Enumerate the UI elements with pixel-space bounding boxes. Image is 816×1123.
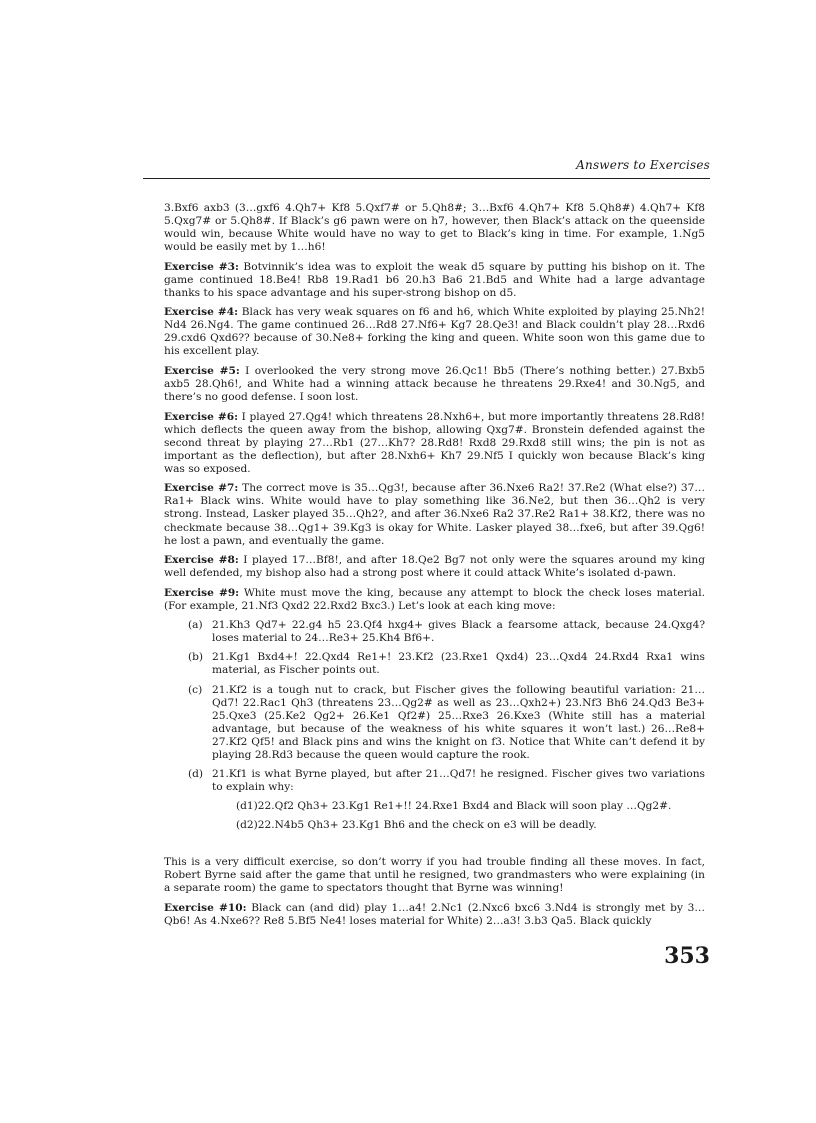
header-rule (143, 178, 710, 179)
exercise-5-answer (164, 365, 705, 404)
exercise-label: Exercise #6: (164, 410, 239, 423)
item-text: 21.Kf2 is a tough nut to crack, but Fischer gives the following beautiful variation: 21…Qd7! 22.Rac1 Qh3 (threatens 23…Qg2# as well as 23…Qxh2+) 23.Nf3 Bh6 24.Qd3 Be3+ 25.Qxe3 (25.Ke2 Qg2+ 26.Ke1 Qf2#) 25…Rxe3 26.Kxe3 (White still has a material advantage, but because of the weakness of his white squares it won’t last.) 26…Re8+ 27.Kf2 Qf5! and Black pins and wins the knight on f3. Notice that White can’t defend it by playing 28.Rd3 because the queen would capture the rook. (212, 683, 705, 761)
king-move-item-c (188, 684, 705, 762)
exercise-8-answer (164, 554, 705, 580)
exercise-text: Black can (and did) play 1…a4! 2.Nc1 (2.Nxc6 bxc6 3.Nd4 is strongly met by 3…Qb6! As 4.Nxe6?? Re8 5.Bf5 Ne4! loses material for White) 2…a3! 3.b3 Qa5. Black quickly (164, 901, 706, 927)
exercise-label: Exercise #5: (164, 365, 240, 378)
exercise-7-answer (164, 482, 705, 547)
variation-d1: (d1)22.Qf2 Qh3+ 23.Kg1 Re1+!! 24.Rxe1 Bxd4 and Black will soon play …Qg2#. (236, 799, 672, 812)
exercise-label: Exercise #3: (164, 260, 239, 273)
item-d-text: 21.Kf1 is what Byrne played, but after 21…Qd7! he resigned. Fischer gives two variations to explain why: (212, 767, 705, 793)
king-move-item-b (188, 651, 705, 677)
exercise-4-answer (164, 306, 705, 358)
item-text (212, 768, 705, 838)
exercise-text: White must move the king, because any attempt to block the check loses material. (For example, 21.Nf3 Qxd2 22.Rxd2 Bxc3.) Let’s look at each king move: (164, 586, 705, 612)
item-label: (d) (188, 767, 204, 780)
exercise-label: Exercise #4: (164, 306, 239, 319)
exercise-3-answer (164, 261, 705, 300)
item-text: 21.Kg1 Bxd4+! 22.Qxd4 Re1+! 23.Kf2 (23.Rxe1 Qxd4) 23…Qxd4 24.Rxd4 Rxa1 wins material, as Fischer points out. (212, 651, 705, 677)
exercise-text: I played 27.Qg4! which threatens 28.Nxh6+, but more importantly threatens 28.Rd8! which deflects the queen away from the bishop, allowing Qxg7#. Bronstein defended against the second threat by playing 27…Rb1 (27…Kh7? 28.Rd8! Rxd8 29.Rxd8 still wins; the pin is not as important as the deflection), but after 28.Nxh6+ Kh7 29.Nf5 I quickly won because Black’s king was so exposed. (164, 410, 705, 475)
king-move-item-d (188, 768, 705, 838)
item-label: (c) (188, 683, 203, 696)
king-move-item-a (188, 619, 705, 645)
intro-paragraph: 3.Bxf6 axb3 (3…gxf6 4.Qh7+ Kf8 5.Qxf7# or 5.Qh8#; 3…Bxf6 4.Qh7+ Kf8 5.Qh8#) 4.Qh7+ Kf8 5.Qxg7# or 5.Qh8#. If Black’s g6 pawn were on h7, however, then Black’s attack on the queenside would win, because White would have no way to get to Black’s king in time. For example, 1.Ng5 would be easily met by 1…h6! (164, 202, 705, 254)
item-label: (a) (188, 619, 203, 632)
spacer (164, 844, 705, 856)
exercise-label: Exercise #7: (164, 482, 239, 495)
exercise-text: Botvinnik’s idea was to exploit the weak d5 square by putting his bishop on it. The game continued 18.Be4! Rb8 19.Rad1 b6 20.h3 Ba6 21.Bd5 and White had a large advantage thanks to his space advantage and his super-strong bishop on d5. (164, 260, 705, 299)
exercise-label: Exercise #10: (164, 901, 247, 914)
running-head: Answers to Exercises (576, 158, 710, 172)
body-text (164, 202, 705, 934)
variation-d2: (d2)22.N4b5 Qh3+ 23.Kg1 Bh6 and the check on e3 will be deadly. (236, 818, 597, 831)
exercise-text: I overlooked the very strong move 26.Qc1! Bb5 (There’s nothing better.) 27.Bxb5 axb5 28.Qh6!, and White had a winning attack because he threatens 29.Rxe4! and 30.Ng5, and there’s no good defense. I soon lost. (164, 365, 705, 404)
item-label: (b) (188, 651, 204, 664)
exercise-text: Black has very weak squares on f6 and h6, which White exploited by playing 25.Nh2! Nd4 26.Ng4. The game continued 26…Rd8 27.Nf6+ Kg7 28.Qe3! and Black couldn’t play 28…Rxd6 29.cxd6 Qxd6?? because of 30.Ne8+ forking the king and queen. White soon won this game due to his excellent play. (164, 306, 705, 358)
exercise-text: I played 17…Bf8!, and after 18.Qe2 Bg7 not only were the squares around my king well defended, my bishop also had a strong post where it could attack White’s isolated d-pawn. (164, 554, 705, 580)
exercise-6-answer (164, 411, 705, 476)
exercise-label: Exercise #9: (164, 586, 240, 599)
exercise-9-answer (164, 587, 705, 613)
exercise-text: The correct move is 35…Qg3!, because after 36.Nxe6 Ra2! 37.Re2 (What else?) 37…Ra1+ Black wins. White would have to play something like 36.Ne2, but then 36…Qh2 is very strong. Instead, Lasker played 35…Qh2?, and after 36.Nxe6 Ra2 37.Re2 Ra1+ 38.Kf2, there was no checkmate because 38…Qg1+ 39.Kg3 is okay for White. Lasker played 38…fxe6, but after 39.Qg6! he lost a pawn, and eventually the game. (164, 482, 705, 547)
item-text: 21.Kh3 Qd7+ 22.g4 h5 23.Qf4 hxg4+ gives Black a fearsome attack, because 24.Qxg4? loses material to 24…Re3+ 25.Kh4 Bf6+. (212, 619, 705, 645)
page-number: 353 (664, 943, 710, 969)
exercise-label: Exercise #8: (164, 554, 239, 567)
closing-paragraph: This is a very difficult exercise, so don’t worry if you had trouble finding all these moves. In fact, Robert Byrne said after the game that until he resigned, two grandmasters who were explaining (in a separate room) the game to spectators thought that Byrne was winning! (164, 855, 705, 895)
exercise-10-answer (164, 902, 705, 928)
